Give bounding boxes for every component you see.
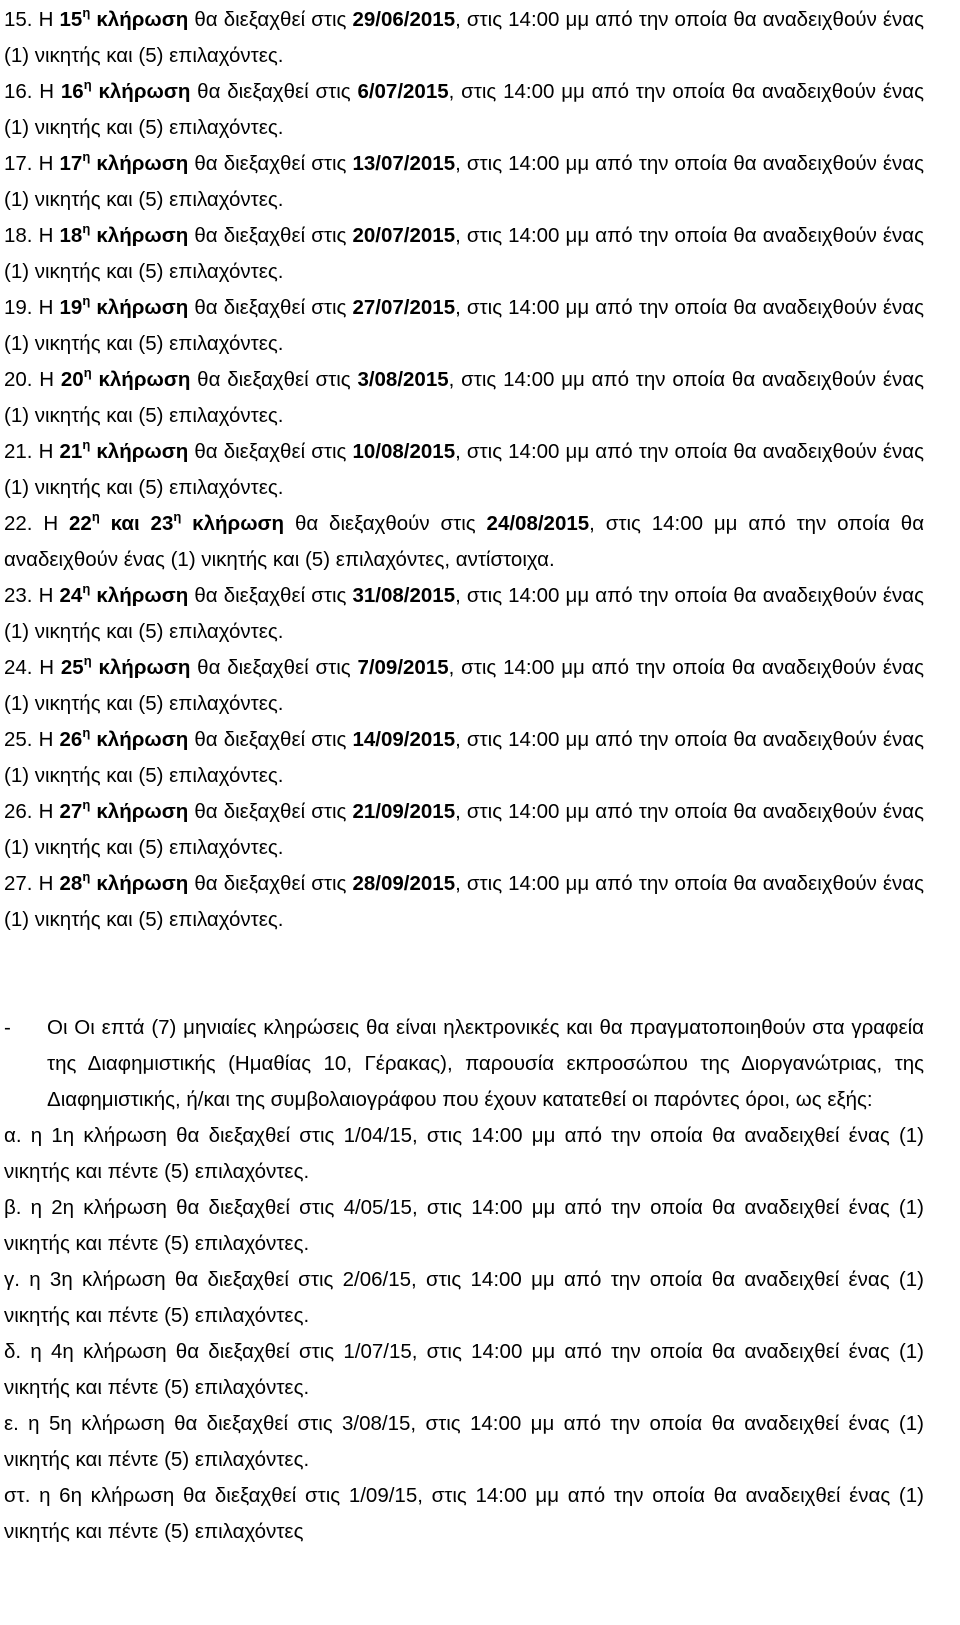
draw-ordinal-suffix: η bbox=[91, 509, 100, 524]
draw-text: θα διεξαχθεί στις bbox=[194, 728, 347, 751]
draw-date: 31/08/2015 bbox=[352, 584, 456, 607]
draw-item bbox=[4, 290, 924, 362]
draw-number: 26. bbox=[4, 800, 33, 823]
draw-number: 17. bbox=[4, 152, 33, 175]
draw-ordinal-suffix: η bbox=[82, 149, 91, 164]
draw-number: 24. bbox=[4, 656, 33, 679]
draw-ordinal: 19 bbox=[59, 296, 83, 319]
draw-text: , στις 14:00 μμ από την οποία θα αναδειχθούν ένας (1) νικητής και (5) επιλαχόντες. bbox=[4, 224, 925, 283]
draw-label: κλήρωση bbox=[98, 80, 191, 103]
draw-text: , στις 14:00 μμ από την οποία θα αναδειχθούν ένας (1) νικητής και (5) επιλαχόντες. bbox=[4, 728, 925, 787]
draw-text: θα διεξαχθεί στις bbox=[197, 656, 351, 679]
draw-article: Η bbox=[38, 296, 54, 319]
draw-ordinal-suffix: η bbox=[82, 725, 91, 740]
draw-article: Η bbox=[38, 728, 54, 751]
monthly-draw-item: στ. η 6η κλήρωση θα διεξαχθεί στις 1/09/15, στις 14:00 μμ από την οποία θα αναδειχθεί ένας (1) νικητής και πέντε (5) επιλαχόντες bbox=[4, 1484, 924, 1543]
draw-article: Η bbox=[43, 512, 59, 535]
draw-text: θα διεξαχθεί στις bbox=[194, 584, 347, 607]
draw-ordinal: 20 bbox=[60, 368, 84, 391]
draw-ordinal: 18 bbox=[59, 224, 83, 247]
monthly-draw-item: β. η 2η κλήρωση θα διεξαχθεί στις 4/05/15, στις 14:00 μμ από την οποία θα αναδειχθεί ένας (1) νικητής και πέντε (5) επιλαχόντες. bbox=[4, 1196, 924, 1255]
draw-text: θα διεξαχθεί στις bbox=[197, 80, 351, 103]
draw-text: , στις 14:00 μμ από την οποία θα αναδειχθούν ένας (1) νικητής και (5) επιλαχόντες. bbox=[4, 8, 925, 67]
draw-text: , στις 14:00 μμ από την οποία θα αναδειχθούν ένας (1) νικητής και (5) επιλαχόντες. bbox=[4, 656, 924, 715]
draw-article: Η bbox=[39, 656, 55, 679]
draw-ordinal-suffix: η bbox=[82, 797, 91, 812]
draw-text: θα διεξαχθεί στις bbox=[194, 8, 347, 31]
draw-item bbox=[4, 506, 924, 578]
draw-label: κλήρωση bbox=[96, 296, 189, 319]
draw-text: θα διεξαχθεί στις bbox=[194, 872, 347, 895]
draw-text: , στις 14:00 μμ από την οποία θα αναδειχθούν ένας (1) νικητής και (5) επιλαχόντες. bbox=[4, 152, 925, 211]
draw-article: Η bbox=[39, 80, 55, 103]
weekly-draw-list bbox=[4, 2, 924, 938]
draw-text: θα διεξαχθεί στις bbox=[194, 152, 347, 175]
draw-number: 18. bbox=[4, 224, 33, 247]
monthly-draws-intro bbox=[4, 1010, 924, 1118]
monthly-draw-item: α. η 1η κλήρωση θα διεξαχθεί στις 1/04/15, στις 14:00 μμ από την οποία θα αναδειχθεί ένας (1) νικητής και πέντε (5) επιλαχόντες. bbox=[4, 1124, 924, 1183]
draw-date: 7/09/2015 bbox=[357, 656, 449, 679]
draw-text: , στις 14:00 μμ από την οποία θα αναδειχθούν ένας (1) νικητής και (5) επιλαχόντες. bbox=[4, 80, 924, 139]
draw-date: 28/09/2015 bbox=[352, 872, 456, 895]
draw-label: κλήρωση bbox=[98, 368, 191, 391]
draw-number: 27. bbox=[4, 872, 33, 895]
draw-label: κλήρωση bbox=[96, 584, 189, 607]
draw-ordinal-suffix: η bbox=[82, 869, 91, 884]
draw-article: Η bbox=[38, 8, 54, 31]
draw-ordinal-suffix: η bbox=[83, 653, 92, 668]
draw-text: , στις 14:00 μμ από την οποία θα αναδειχθούν ένας (1) νικητής και (5) επιλαχόντες. bbox=[4, 872, 925, 931]
draw-label: κλήρωση bbox=[192, 512, 285, 535]
draw-item bbox=[4, 650, 924, 722]
draw-number: 19. bbox=[4, 296, 33, 319]
bullet-dash: - bbox=[4, 1016, 11, 1039]
draw-date: 21/09/2015 bbox=[352, 800, 456, 823]
document-body bbox=[4, 2, 924, 1550]
draw-text: θα διεξαχθούν στις bbox=[294, 512, 476, 535]
draw-item bbox=[4, 146, 924, 218]
draw-ordinal: 16 bbox=[60, 80, 84, 103]
draw-date: 3/08/2015 bbox=[357, 368, 449, 391]
draw-label: κλήρωση bbox=[96, 152, 189, 175]
draw-text: , στις 14:00 μμ από την οποία θα αναδειχθούν ένας (1) νικητής και (5) επιλαχόντες. bbox=[4, 368, 924, 427]
draw-ordinal-suffix: η bbox=[82, 5, 91, 20]
monthly-draw-item: δ. η 4η κλήρωση θα διεξαχθεί στις 1/07/15, στις 14:00 μμ από την οποία θα αναδειχθεί ένας (1) νικητής και πέντε (5) επιλαχόντες. bbox=[4, 1340, 924, 1399]
draw-item bbox=[4, 866, 924, 938]
monthly-draw-item: ε. η 5η κλήρωση θα διεξαχθεί στις 3/08/15, στις 14:00 μμ από την οποία θα αναδειχθεί ένας (1) νικητής και πέντε (5) επιλαχόντες. bbox=[4, 1412, 924, 1471]
draw-item bbox=[4, 794, 924, 866]
draw-label: κλήρωση bbox=[96, 800, 189, 823]
draw-ordinal: 17 bbox=[59, 152, 83, 175]
draw-number: 21. bbox=[4, 440, 33, 463]
draw-label: κλήρωση bbox=[96, 728, 189, 751]
draw-ordinal: 28 bbox=[59, 872, 83, 895]
monthly-draw-list bbox=[4, 1118, 924, 1550]
draw-ordinal: 27 bbox=[59, 800, 83, 823]
draw-text: θα διεξαχθεί στις bbox=[194, 800, 347, 823]
draw-ordinal: 22 bbox=[69, 512, 92, 535]
draw-text: , στις 14:00 μμ από την οποία θα αναδειχθούν ένας (1) νικητής και (5) επιλαχόντες. bbox=[4, 440, 925, 499]
draw-ordinal-suffix: η bbox=[82, 293, 91, 308]
draw-article: Η bbox=[38, 224, 54, 247]
draw-number: 22. bbox=[4, 512, 33, 535]
draw-label: κλήρωση bbox=[96, 8, 189, 31]
draw-number: 16. bbox=[4, 80, 33, 103]
draw-text: θα διεξαχθεί στις bbox=[197, 368, 351, 391]
draw-ordinal: 24 bbox=[59, 584, 83, 607]
draw-date: 6/07/2015 bbox=[357, 80, 449, 103]
draw-text: , στις 14:00 μμ από την οποία θα αναδειχθούν ένας (1) νικητής και (5) επιλαχόντες. bbox=[4, 800, 925, 859]
draw-item bbox=[4, 74, 924, 146]
draw-date: 24/08/2015 bbox=[486, 512, 590, 535]
draw-text: θα διεξαχθεί στις bbox=[194, 224, 347, 247]
draw-number: 25. bbox=[4, 728, 33, 751]
draw-article: Η bbox=[38, 800, 54, 823]
draw-article: Η bbox=[38, 584, 54, 607]
draw-item bbox=[4, 362, 924, 434]
draw-date: 27/07/2015 bbox=[352, 296, 456, 319]
draw-item bbox=[4, 2, 924, 74]
draw-label: κλήρωση bbox=[96, 872, 189, 895]
draw-number: 15. bbox=[4, 8, 33, 31]
draw-date: 29/06/2015 bbox=[352, 8, 456, 31]
draw-date: 20/07/2015 bbox=[352, 224, 456, 247]
draw-number: 20. bbox=[4, 368, 33, 391]
draw-label: κλήρωση bbox=[98, 656, 191, 679]
draw-text: θα διεξαχθεί στις bbox=[194, 296, 347, 319]
draw-ordinal: 25 bbox=[60, 656, 84, 679]
draw-label: κλήρωση bbox=[96, 224, 189, 247]
draw-ordinal-suffix: η bbox=[83, 365, 92, 380]
monthly-draw-item: γ. η 3η κλήρωση θα διεξαχθεί στις 2/06/15, στις 14:00 μμ από την οποία θα αναδειχθεί ένας (1) νικητής και πέντε (5) επιλαχόντες. bbox=[4, 1268, 924, 1327]
section-gap bbox=[4, 938, 924, 1010]
draw-text: , στις 14:00 μμ από την οποία θα αναδειχθούν ένας (1) νικητής και (5) επιλαχόντες. bbox=[4, 296, 925, 355]
draw-item bbox=[4, 434, 924, 506]
draw-number: 23. bbox=[4, 584, 33, 607]
draw-item bbox=[4, 722, 924, 794]
draw-item bbox=[4, 218, 924, 290]
bullet-text: Οι Οι επτά (7) μηνιαίες κληρώσεις θα είναι ηλεκτρονικές και θα πραγματοποιηθούν στα γραφεία της Διαφημιστικής (Ημαθίας 10, Γέρακας), παρουσία εκπροσώπου της Διοργανώτριας, της Διαφημιστικής, ή/και της συμβολαιογράφου που έχουν κατατεθεί οι παρόντες όροι, ως εξής: bbox=[47, 1016, 924, 1111]
draw-item bbox=[4, 578, 924, 650]
draw-date: 13/07/2015 bbox=[352, 152, 456, 175]
draw-ordinal-suffix: η bbox=[83, 77, 92, 92]
draw-article: Η bbox=[38, 440, 54, 463]
draw-ordinal-suffix: η bbox=[82, 437, 91, 452]
draw-label: και 23 bbox=[110, 512, 174, 535]
draw-article: Η bbox=[39, 368, 55, 391]
draw-article: Η bbox=[38, 152, 54, 175]
draw-ordinal-suffix: η bbox=[82, 221, 91, 236]
draw-text: θα διεξαχθεί στις bbox=[194, 440, 347, 463]
draw-ordinal: 21 bbox=[59, 440, 83, 463]
draw-ordinal-suffix: η bbox=[82, 581, 91, 596]
draw-date: 14/09/2015 bbox=[352, 728, 456, 751]
draw-article: Η bbox=[38, 872, 54, 895]
draw-ordinal: 15 bbox=[59, 8, 83, 31]
draw-text: , στις 14:00 μμ από την οποία θα αναδειχθούν ένας (1) νικητής και (5) επιλαχόντες, αντίστοιχα. bbox=[4, 512, 925, 571]
draw-ordinal-suffix: η bbox=[173, 509, 182, 524]
draw-text: , στις 14:00 μμ από την οποία θα αναδειχθούν ένας (1) νικητής και (5) επιλαχόντες. bbox=[4, 584, 925, 643]
draw-label: κλήρωση bbox=[96, 440, 189, 463]
draw-date: 10/08/2015 bbox=[352, 440, 456, 463]
draw-ordinal: 26 bbox=[59, 728, 83, 751]
